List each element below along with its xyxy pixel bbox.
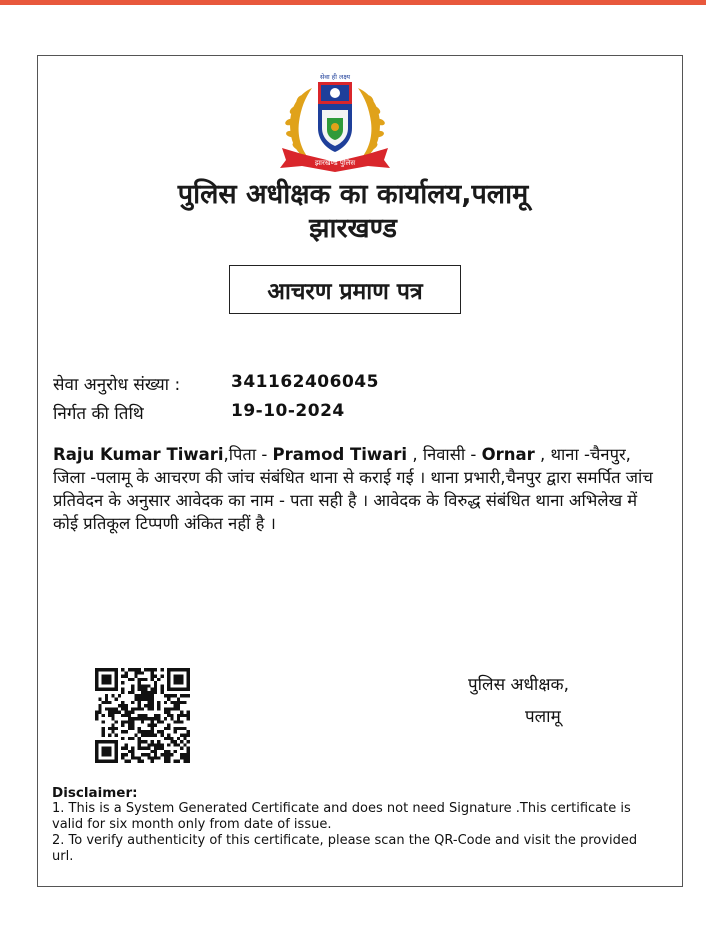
jharkhand-police-emblem xyxy=(272,70,398,174)
office-name: पुलिस अधीक्षक का कार्यालय,पलामू xyxy=(177,179,529,210)
signatory-designation: पुलिस अधीक्षक, xyxy=(468,675,569,695)
disclaimer-title: Disclaimer: xyxy=(52,785,138,801)
father-name: Pramod Tiwari xyxy=(272,445,408,464)
father-label: ,पिता - xyxy=(223,445,273,464)
certificate-title: आचरण प्रमाण पत्र xyxy=(267,278,423,305)
village-name: Ornar xyxy=(481,445,535,464)
top-accent-bar xyxy=(0,0,706,5)
office-state: झारखण्ड xyxy=(309,213,397,244)
service-request-number: 341162406045 xyxy=(231,372,379,392)
issue-date: 19-10-2024 xyxy=(231,401,345,421)
disclaimer-point-2: 2. To verify authenticity of this certificate, please scan the QR-Code and visit the provided url. xyxy=(52,833,638,864)
emblem-motto: सेवा ही लक्ष्य xyxy=(319,73,351,81)
certificate-title-box xyxy=(229,265,461,314)
verification-qr-code[interactable] xyxy=(95,668,190,763)
disclaimer-point-1: 1. This is a System Generated Certificate and does not need Signature .This certificate is valid for six month only from date of issue. xyxy=(52,801,631,832)
emblem-ribbon-text: झारखण्ड पुलिस xyxy=(314,159,356,167)
residence-label: , निवासी - xyxy=(407,445,482,464)
body-statement: , थाना -चैनपुर, जिला -पलामू के आचरण की जांच संबंधित थाना से कराई गई । थाना प्रभारी,चैनपुर द्वारा समर्पित जांच प्रतिवेदन के अनुसार आवेदक का नाम - पता सही है । आवेदक के विरुद्ध संबंधित थाना अभिलेख में कोई प्रतिकूल टिप्पणी अंकित नहीं है । xyxy=(53,445,653,533)
service-request-label: सेवा अनुरोध संख्या : xyxy=(53,375,181,395)
certificate-body xyxy=(53,443,663,535)
applicant-name: Raju Kumar Tiwari xyxy=(53,445,224,464)
disclaimer xyxy=(52,785,662,865)
signatory-location: पलामू xyxy=(525,707,561,727)
issue-date-label: निर्गत की तिथि xyxy=(53,404,144,424)
